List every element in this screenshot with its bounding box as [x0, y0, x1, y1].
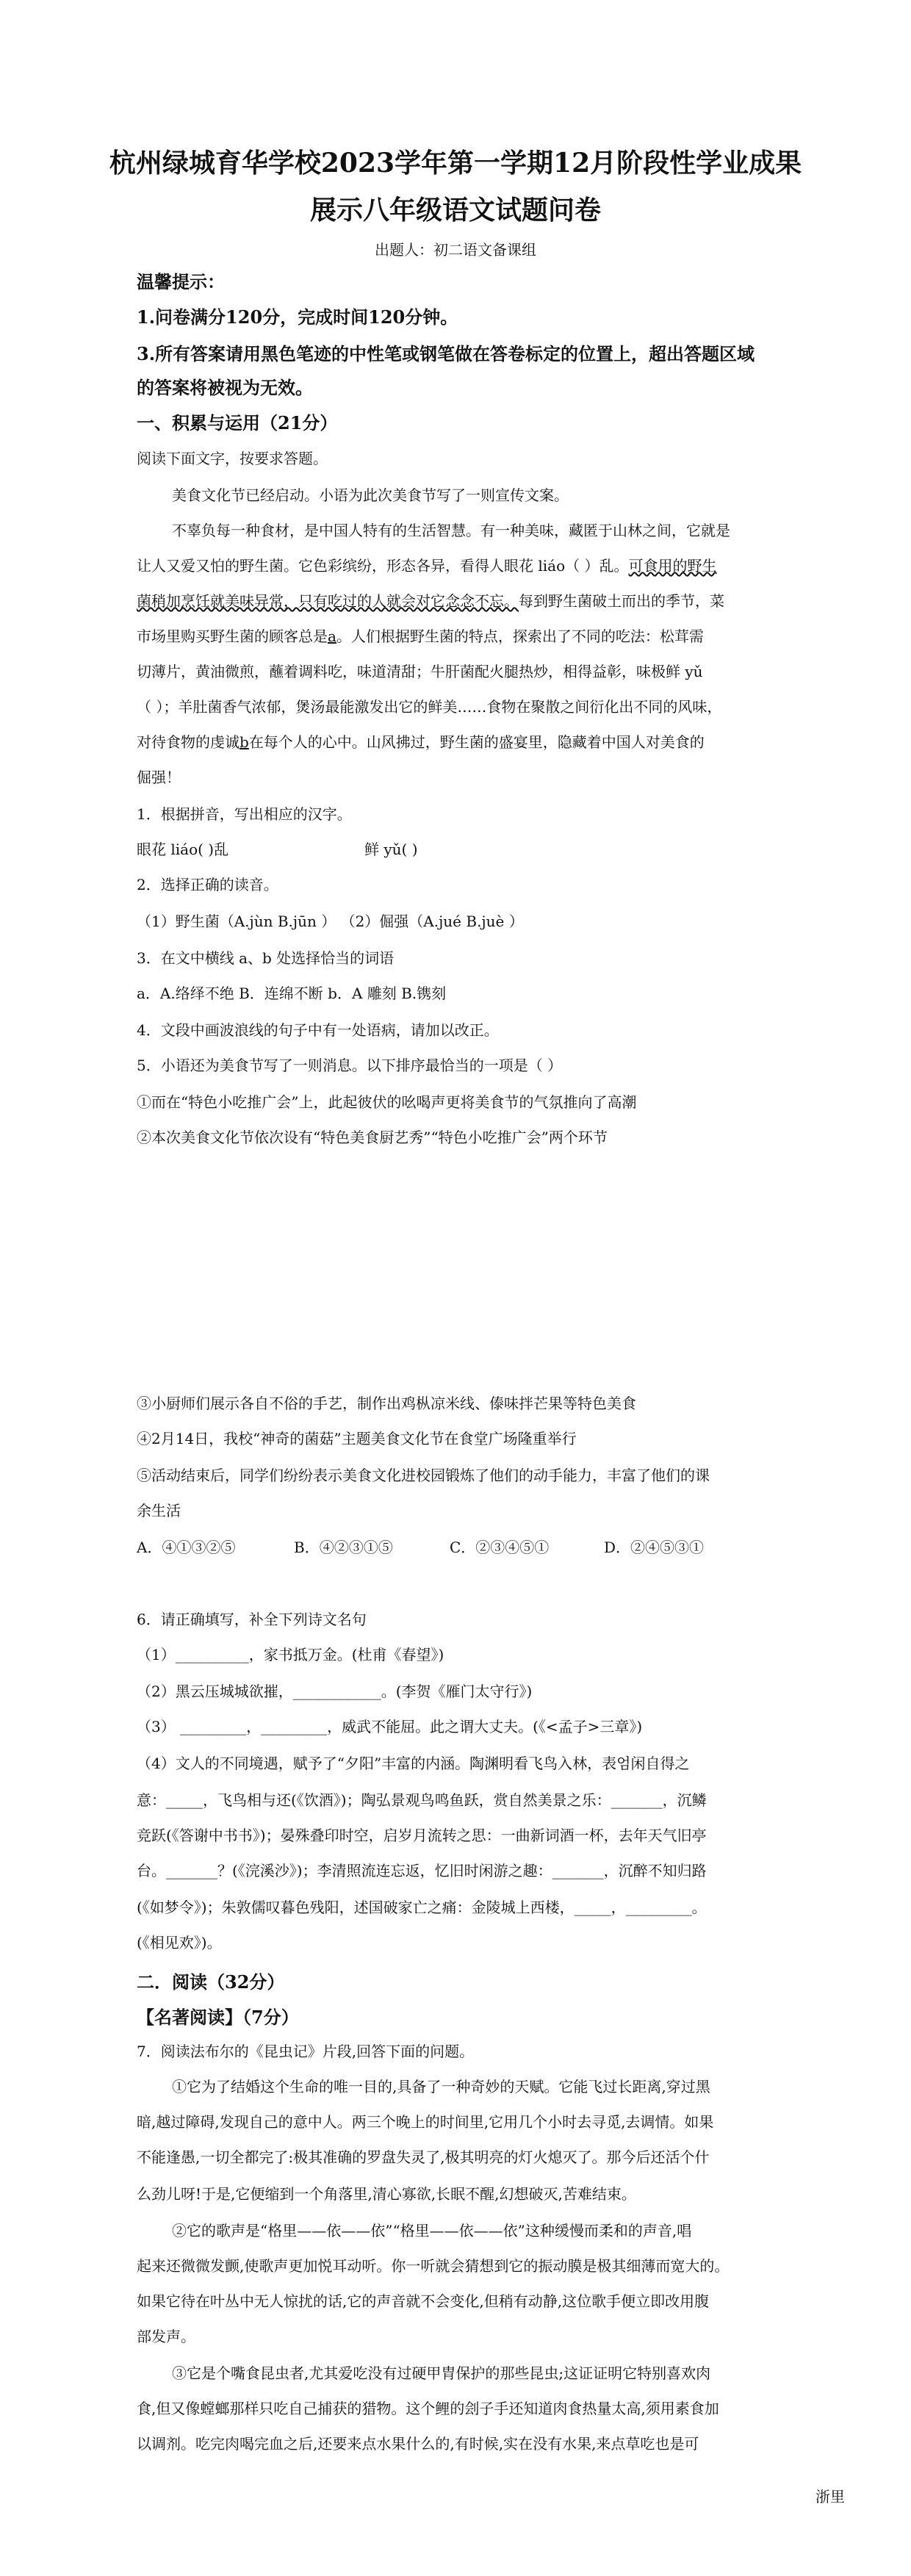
question-6-item-4-line3: 竞跃(《答谢中书书》)；晏殊叠印时空，启岁月流转之思：一曲新词酒一杯，去年天气旧亭 — [137, 1827, 707, 1844]
passage-text: 每到野生菌破土而出的季节，菜 — [519, 592, 724, 610]
excerpt-line: ①它为了结婚这个生命的唯一目的,具备了一种奇妙的天赋。它能飞过长距离,穿过黑 — [172, 2078, 710, 2095]
blank-a: a — [328, 627, 336, 645]
question-7: 7．阅读法布尔的《昆虫记》片段,回答下面的问题。 — [137, 2043, 475, 2060]
passage-line — [137, 555, 716, 576]
excerpt-line: ②它的歌声是“格里——依——依”“格里——依——依”这种缓慢而柔和的声音,唱 — [172, 2222, 692, 2239]
wavy-underlined-sentence: 可食用的野生 — [628, 557, 717, 575]
question-5-item-2: ②本次美食文化节依次设有“特色美食厨艺秀”“特色小吃推广会”两个环节 — [137, 1129, 608, 1146]
passage-line: 倔强！ — [137, 769, 181, 786]
section2-heading: 二．阅读（32分） — [137, 1971, 285, 1993]
passage-line — [137, 732, 705, 752]
passage-line — [137, 591, 724, 611]
excerpt-line: 么劲儿呀!于是,它便缩到一个角落里,清心寡欲,长眠不醒,幻想破灭,苦难结束。 — [137, 2185, 636, 2203]
question-2-options: （1）野生菌（A.jùn B.jūn ） （2）倔强（A.jué B.juè ） — [137, 913, 524, 930]
question-5-item-3: ③小厨师们展示各自不俗的手艺，制作出鸡枞凉米线、傣味拌芒果等特色美食 — [137, 1395, 636, 1412]
exam-title-line1: 杭州绿城育华学校2023学年第一学期12月阶段性学业成果 — [109, 148, 802, 179]
question-6-item-4-line1: （4）文人的不同境遇，赋予了“夕阳”丰富的内涵。陶渊明看飞鸟入林，表엄闲自得之 — [137, 1755, 690, 1772]
notice-item-1: 1.问卷满分120分，完成时间120分钟。 — [137, 306, 458, 328]
question-4: 4．文段中画波浪线的句子中有一处语病，请加以改正。 — [137, 1021, 499, 1039]
excerpt-line: ③它是个嘴食昆虫者,尤其爱吃没有过硬甲胄保护的那些昆虫;这证证明它特别喜欢肉 — [172, 2364, 711, 2382]
exam-author: 出题人：初二语文备课组 — [375, 241, 536, 259]
question-5-item-5: ⑤活动结束后，同学们纷纷表示美食文化进校园锻炼了他们的动手能力，丰富了他们的课 — [137, 1467, 710, 1484]
reading-intro: 阅读下面文字，按要求答题。 — [137, 450, 328, 467]
section2-subheading: 【名著阅读】（7分） — [137, 2007, 299, 2028]
question-5-option-a: A．④①③②⑤ — [137, 1539, 236, 1556]
question-5: 5．小语还为美食节写了一则消息。以下排序最恰当的一项是（ ） — [137, 1057, 563, 1074]
notice-item-3-line2: 的答案将被视为无效。 — [137, 377, 313, 398]
question-3: 3．在文中横线 a、b 处选择恰当的词语 — [137, 949, 395, 967]
question-5-option-b: B．④②③①⑤ — [294, 1539, 393, 1556]
page-footer: 浙里 — [815, 2488, 845, 2505]
question-6: 6．请正确填写，补全下列诗文名句 — [137, 1611, 367, 1628]
question-6-item-4-line6: (《相见欢》)。 — [137, 1934, 222, 1951]
passage-text: 让人又爱又怕的野生菌。它色彩缤纷，形态各异，看得人眼花 liáo（ ）乱。 — [137, 557, 629, 575]
excerpt-line: 不能逢愚,一切全都完了:极其准确的罗盘失灵了,极其明亮的灯火熄灭了。那今后还活个什 — [137, 2148, 710, 2166]
passage-line: 不辜负每一种食材，是中国人特有的生活智慧。有一种美味，藏匿于山林之间，它就是 — [172, 522, 730, 539]
notice-item-3-line1: 3.所有答案请用黑色笔迹的中性笔或钢笔做在答卷标定的位置上，超出答题区域 — [137, 343, 755, 364]
passage-line: 切薄片，黄油微煎，蘸着调料吃，味道清甜；牛肝菌配火腿热炒，相得益彰，味极鲜 yǔ — [137, 663, 703, 680]
question-6-item-4-line2: 意：_____，飞鸟相与还(《饮酒》)；陶弘景观鸟鸣鱼跃，赏自然美景之乐：_______，沉鳞 — [137, 1791, 707, 1809]
question-1-blank-a: 眼花 liáo( )乱 — [137, 841, 229, 858]
excerpt-line: 食,但又像螳螂那样只吃自己捕获的猎物。这个鲤的刽子手还知道肉食热量太高,须用素食加 — [137, 2400, 719, 2417]
question-6-item-1: （1）__________，家书抵万金。(杜甫《春望》) — [137, 1646, 444, 1663]
blank-b: b — [240, 733, 249, 751]
excerpt-line: 起来还微微发颤,使歌声更加悦耳动听。你一听就会猜想到它的振动膜是极其细薄而宽大的。 — [137, 2257, 730, 2275]
question-5-option-c: C．②③④⑤① — [450, 1539, 550, 1556]
excerpt-line: 部发声。 — [137, 2328, 195, 2345]
wavy-underlined-sentence: 菌稍加烹饪就美味异常，只有吃过的人就会对它念念不忘。 — [137, 592, 519, 610]
passage-text: 。人们根据野生菌的特点，探索出了不同的吃法：松茸需 — [336, 627, 704, 645]
question-6-item-4-line4: 台。_______？(《浣溪沙》)；李清照流连忘返，忆旧时闲游之趣：_______，沉醉不知归路 — [137, 1862, 707, 1879]
question-5-item-5-cont: 余生活 — [137, 1502, 181, 1519]
section1-heading: 一、积累与运用（21分） — [137, 412, 338, 433]
excerpt-line: 以调剂。吃完肉喝完血之后,还要来点水果什么的,有时候,实在没有水果,来点草吃也是可 — [137, 2435, 699, 2453]
question-5-item-1: ①而在“特色小吃推广会”上，此起彼伏的吆喝声更将美食节的气氛推向了高潮 — [137, 1093, 637, 1111]
question-6-item-2: （2）黑云压城城欲摧，____________。(李贺《雁门太守行》) — [137, 1683, 533, 1700]
passage-text: 在每个人的心中。山风拂过，野生菌的盛宴里，隐藏着中国人对美食的 — [248, 733, 705, 751]
question-5-option-d: D．②④⑤③① — [604, 1539, 705, 1556]
question-1: 1．根据拼音，写出相应的汉字。 — [137, 805, 352, 823]
question-2: 2．选择正确的读音。 — [137, 876, 278, 893]
excerpt-line: 暗,越过障碍,发现自己的意中人。两三个晚上的时间里,它用几个小时去寻觅,去调情。如果 — [137, 2113, 714, 2131]
passage-line — [137, 626, 704, 647]
question-3-options: a．A.络绎不绝 B．连绵不断 b．A 雕刻 B.镌刻 — [137, 985, 447, 1002]
question-1-blank-b: 鲜 yǔ( ) — [364, 841, 418, 858]
exam-title-line2: 展示八年级语文试题问卷 — [309, 195, 601, 226]
excerpt-line: 如果它待在叶丛中无人惊扰的话,它的声音就不会变化,但稍有动静,这位歌手便立即改用腹 — [137, 2292, 710, 2310]
passage-text: 市场里购买野生菌的顾客总是 — [137, 627, 328, 645]
question-5-item-4: ④2月14日，我校“神奇的菌菇”主题美食文化节在食堂广场隆重举行 — [137, 1430, 577, 1447]
question-6-item-3: （3） _________，_________，威武不能屈。此之谓大丈夫。(《<孟子>三章》) — [137, 1718, 643, 1735]
passage-line: （ ）；羊肚菌香气浓郁，煲汤最能激发出它的鲜美……食物在聚散之间衍化出不同的风味， — [137, 698, 722, 716]
passage-p1: 美食文化节已经启动。小语为此次美食节写了一则宣传文案。 — [172, 486, 569, 504]
passage-text: 对待食物的虔诚 — [137, 733, 240, 751]
notice-heading: 温馨提示： — [137, 271, 225, 292]
question-6-item-4-line5: (《如梦令》)；朱敦儒叹暮色残阳，述国破家亡之痛：金陵城上西楼，_____，_________。 — [137, 1899, 707, 1916]
